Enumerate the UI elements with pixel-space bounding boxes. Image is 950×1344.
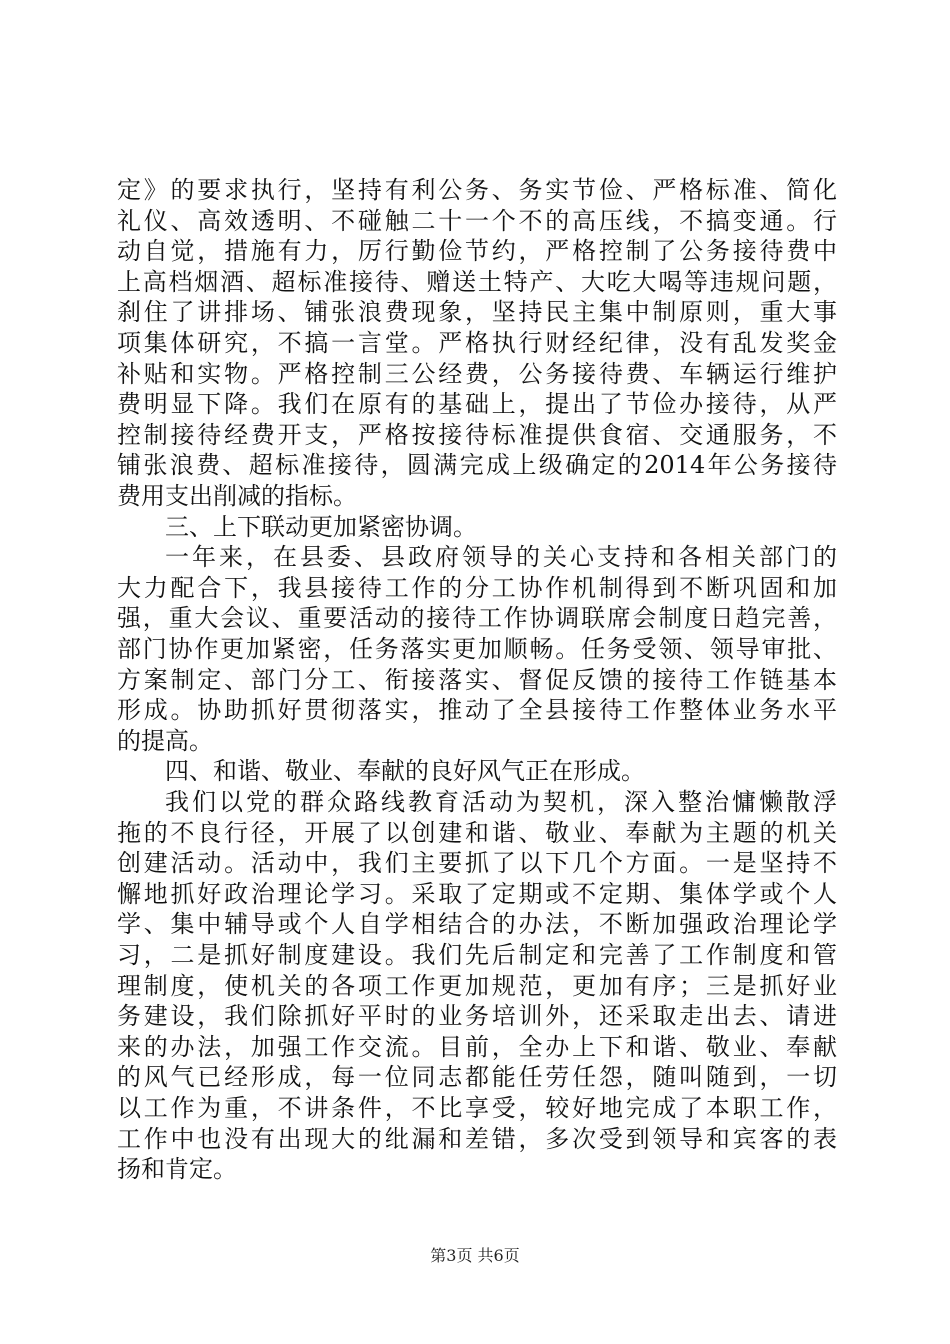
- text-line: 一年来，在县委、县政府领导的关心支持和各相关部门的: [165, 543, 837, 571]
- text-line: 补贴和实物。严格控制三公经费，公务接待费、车辆运行维护: [117, 360, 837, 388]
- text-line: 学、集中辅导或个人自学相结合的办法，不断加强政治理论学: [117, 910, 837, 938]
- text-line: 务建设，我们除抓好平时的业务培训外，还采取走出去、请进: [117, 1002, 837, 1030]
- text-line: 方案制定、部门分工、衔接落实、督促反馈的接待工作链基本: [117, 666, 837, 694]
- text-line: 的风气已经形成，每一位同志都能任劳任怨，随叫随到，一切: [117, 1063, 837, 1091]
- section-heading: 四、和谐、敬业、奉献的良好风气正在形成。: [165, 757, 645, 785]
- text-line: 理制度，使机关的各项工作更加规范，更加有序；三是抓好业: [117, 972, 837, 1000]
- text-line: 我们以党的群众路线教育活动为契机，深入整治慵懒散浮: [165, 788, 837, 816]
- text-line: 上高档烟酒、超标准接待、赠送土特产、大吃大喝等违规问题，: [117, 268, 837, 296]
- text-line: 习，二是抓好制度建设。我们先后制定和完善了工作制度和管: [117, 941, 837, 969]
- text-line: 礼仪、高效透明、不碰触二十一个不的高压线，不搞变通。行: [117, 207, 837, 235]
- text-line: 强，重大会议、重要活动的接待工作协调联席会制度日趋完善，: [117, 604, 837, 632]
- text-line: 铺张浪费、超标准接待，圆满完成上级确定的2014年公务接待: [117, 451, 837, 479]
- text-line: 费明显下降。我们在原有的基础上，提出了节俭办接待，从严: [117, 390, 837, 418]
- page-number-footer: 第3页 共6页: [430, 1246, 520, 1265]
- text-line: 大力配合下，我县接待工作的分工协作机制得到不断巩固和加: [117, 574, 837, 602]
- text-line: 的提高。: [117, 727, 213, 755]
- text-line: 项集体研究，不搞一言堂。严格执行财经纪律，没有乱发奖金: [117, 329, 837, 357]
- text-line: 来的办法，加强工作交流。目前，全办上下和谐、敬业、奉献: [117, 1033, 837, 1061]
- text-line: 扬和肯定。: [117, 1155, 237, 1183]
- text-line: 刹住了讲排场、铺张浪费现象，坚持民主集中制原则，重大事: [117, 298, 837, 326]
- section-heading: 三、上下联动更加紧密协调。: [165, 513, 477, 541]
- text-line: 创建活动。活动中，我们主要抓了以下几个方面。一是坚持不: [117, 849, 837, 877]
- text-line: 拖的不良行径，开展了以创建和谐、敬业、奉献为主题的机关: [117, 819, 837, 847]
- text-line: 懈地抓好政治理论学习。采取了定期或不定期、集体学或个人: [117, 880, 837, 908]
- text-line: 定》的要求执行，坚持有利公务、务实节俭、严格标准、简化: [117, 176, 837, 204]
- text-line: 工作中也没有出现大的纰漏和差错，多次受到领导和宾客的表: [117, 1125, 837, 1153]
- text-line: 部门协作更加紧密，任务落实更加顺畅。任务受领、领导审批、: [117, 635, 837, 663]
- text-line: 动自觉，措施有力，厉行勤俭节约，严格控制了公务接待费中: [117, 237, 837, 265]
- text-line: 以工作为重，不讲条件，不比享受，较好地完成了本职工作，: [117, 1094, 837, 1122]
- text-line: 形成。协助抓好贯彻落实，推动了全县接待工作整体业务水平: [117, 696, 837, 724]
- text-line: 费用支出削减的指标。: [117, 482, 357, 510]
- text-line: 控制接待经费开支，严格按接待标准提供食宿、交通服务，不: [117, 421, 837, 449]
